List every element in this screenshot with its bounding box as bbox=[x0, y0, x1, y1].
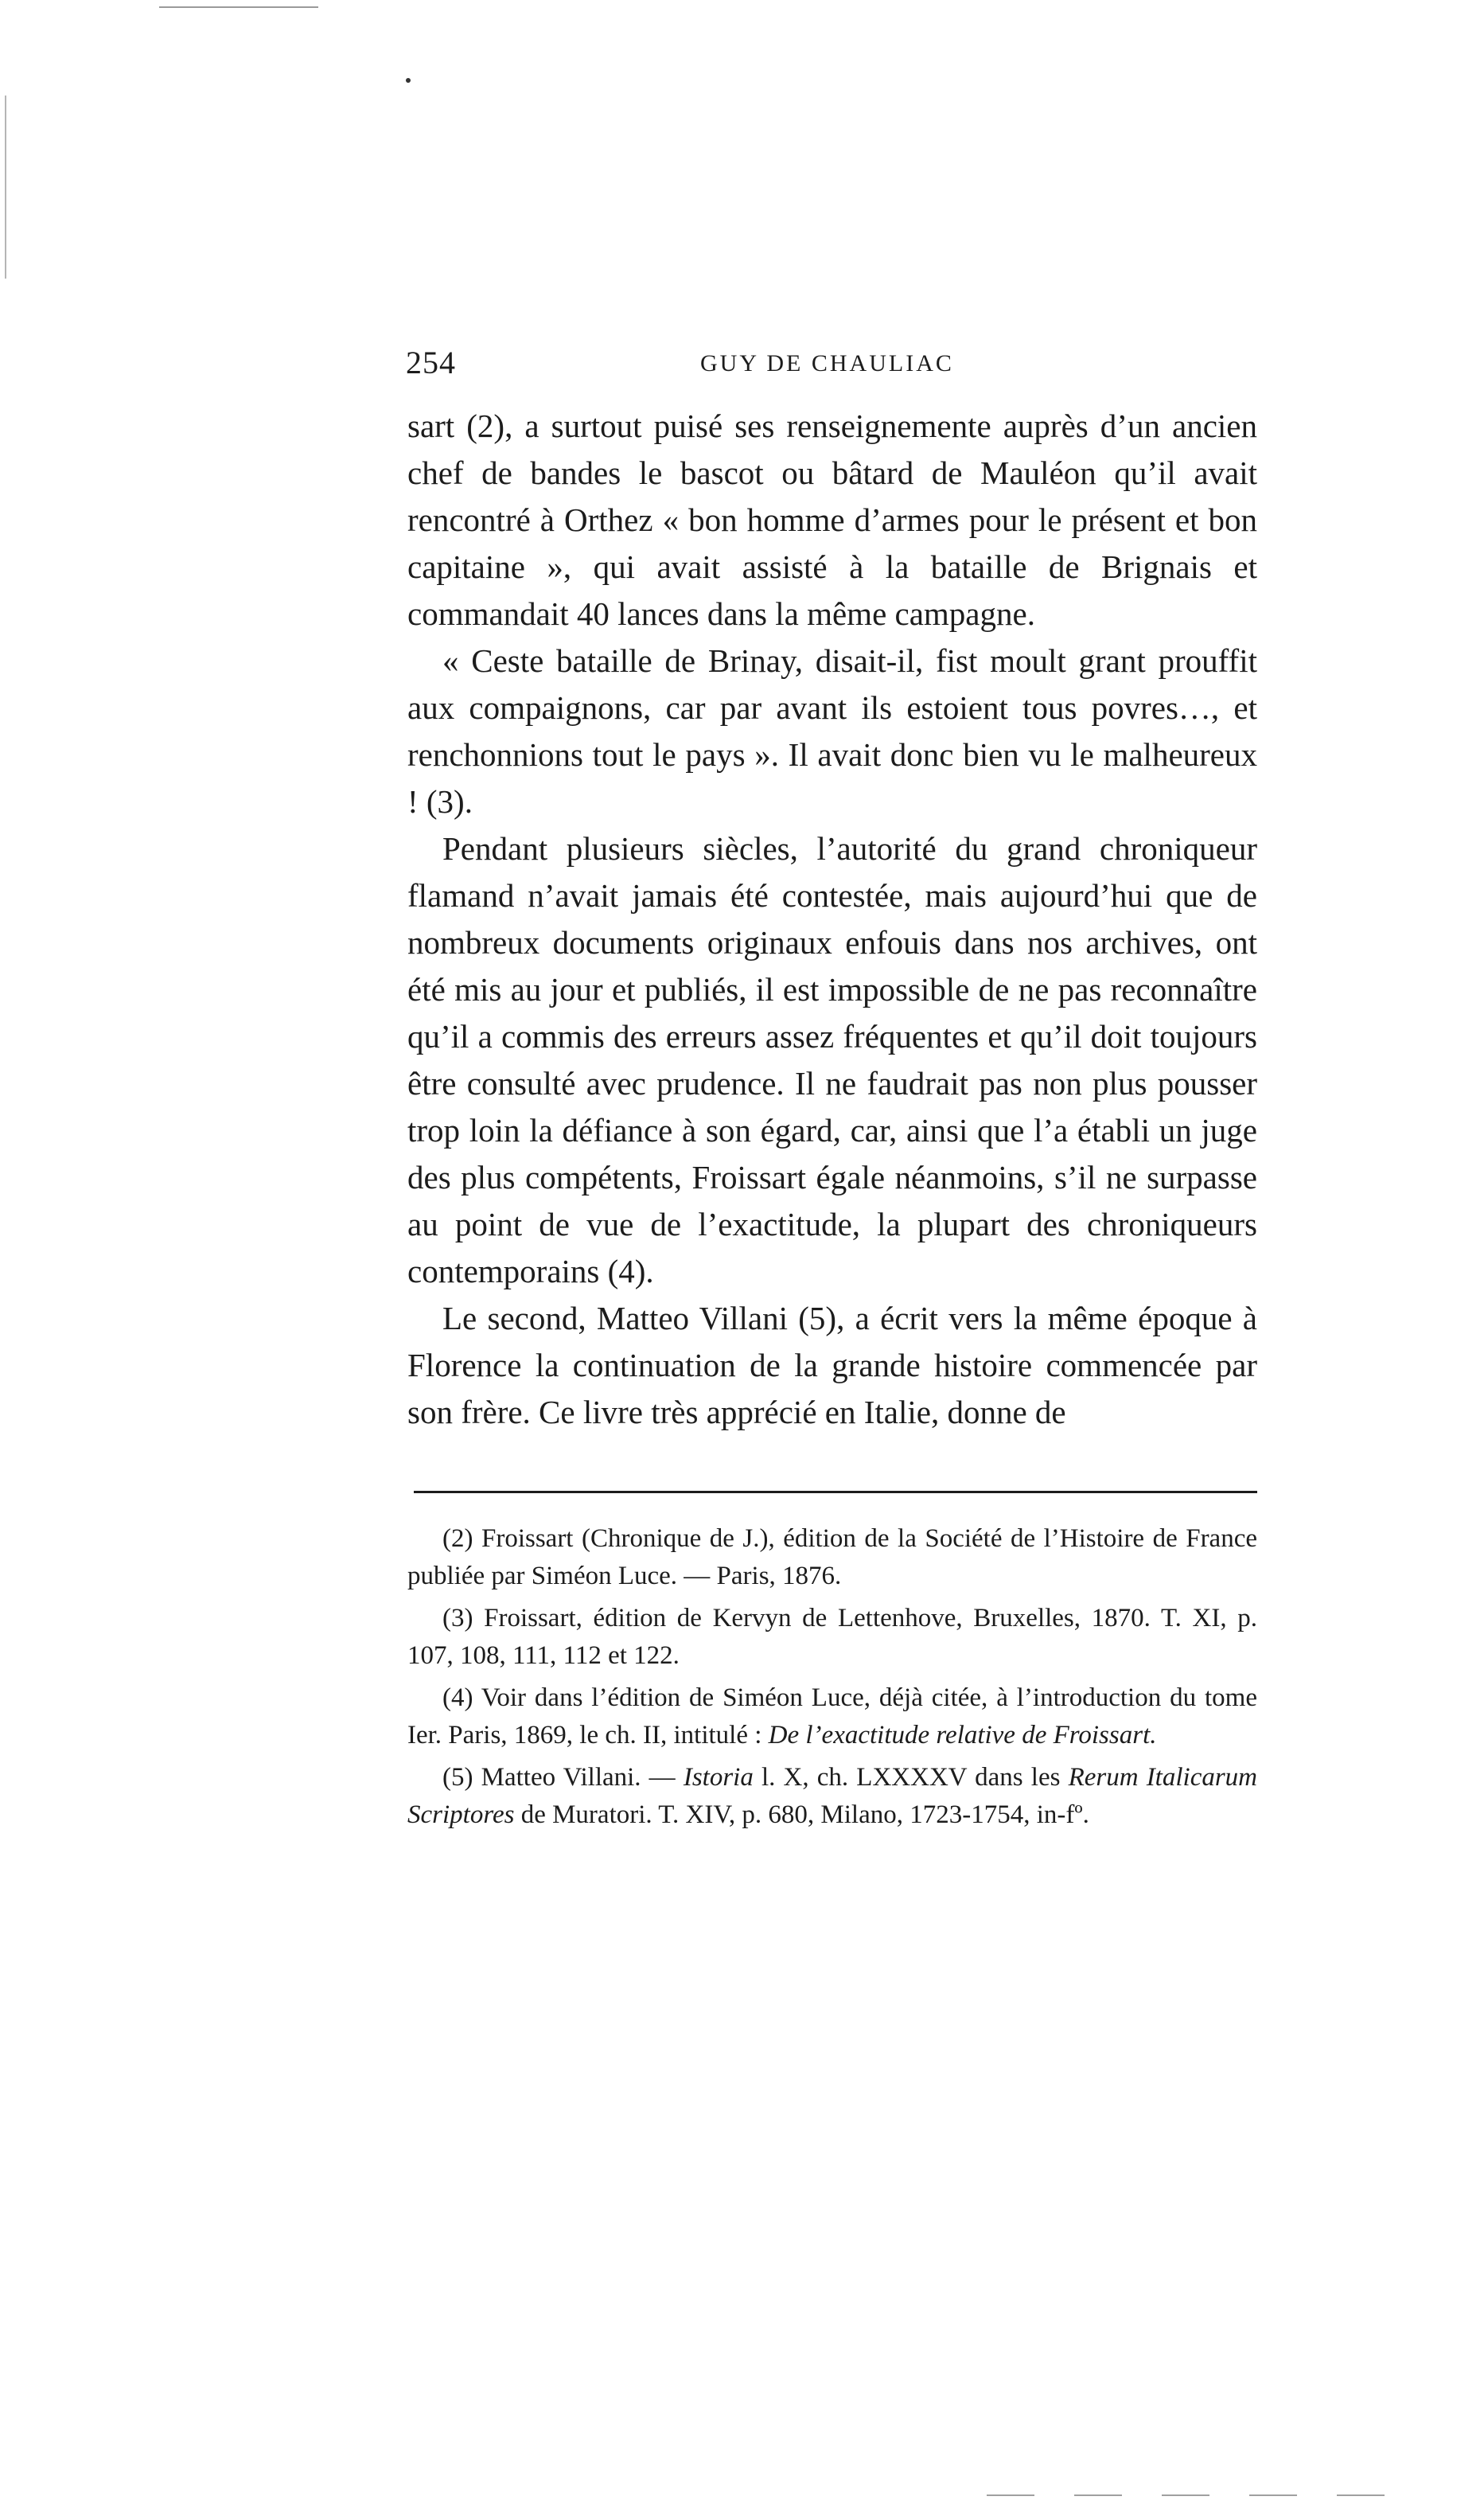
footnotes bbox=[407, 1520, 1257, 1839]
footnote-5-series: Rerum Italicarum Scriptores bbox=[407, 1763, 1258, 1829]
footnote-5-work: Istoria bbox=[683, 1763, 754, 1792]
paragraph-1: sart (2), a surtout puisé ses renseignemente auprès d’un ancien chef de bandes le bascot ou bâtard de Mauléon qu’il avait rencontré à Orthez « bon homme d’armes pour le présent et bon capitaine », qui avait assisté à la bataille de Brignais et commandait 40 lances dans la même campagne. bbox=[407, 408, 1257, 632]
footnote-5-text-b: l. X, ch. LXXXXV dans les bbox=[753, 1763, 1069, 1792]
scan-artifact-line bbox=[159, 6, 318, 8]
body-text bbox=[407, 403, 1257, 1436]
footnote-4 bbox=[407, 1679, 1257, 1754]
scan-artifact-bottom bbox=[987, 2494, 1400, 2496]
footnote-4-title: De l’exactitude relative de Froissart. bbox=[768, 1721, 1157, 1749]
page-number: 254 bbox=[406, 345, 456, 380]
footnote-5-text-c: de Muratori. T. XIV, p. 680, Milano, 1723-1754, in-fº. bbox=[514, 1800, 1089, 1829]
running-header bbox=[406, 344, 1257, 392]
paragraph-2: « Ceste bataille de Brinay, disait-il, fist moult grant prouffit aux compaignons, car par avant ils estoient tous povres…, et renchonnions tout le pays ». Il avait donc bien vu le malheureux ! (3). bbox=[407, 642, 1257, 820]
running-title: GUY DE CHAULIAC bbox=[700, 350, 954, 376]
footnote-divider bbox=[414, 1491, 1257, 1493]
footnote-4-text: (4) Voir dans l’édition de Siméon Luce, déjà citée, à l’introduction du tome Ier. Paris, 1869, le ch. II, intitulé : bbox=[407, 1683, 1257, 1749]
paragraph-3: Pendant plusieurs siècles, l’autorité du grand chroniqueur flamand n’avait jamais été contestée, mais aujourd’hui que de nombreux documents originaux enfouis dans nos archives, ont été mis au jour et publiés, il est impossible de ne pas reconnaître qu’il a commis des erreurs assez fréquentes et qu’il doit toujours être consulté avec prudence. Il ne faudrait pas non plus pousser trop loin la défiance à son égard, car, ainsi que l’a établi un juge des plus compétents, Froissart égale néanmoins, s’il ne surpasse au point de vue de l’exactitude, la plupart des chroniqueurs contemporains (4). bbox=[407, 830, 1257, 1289]
paragraph-4: Le second, Matteo Villani (5), a écrit vers la même époque à Florence la continuation de la grande histoire commencée par son frère. Ce livre très apprécié en Italie, donne de bbox=[407, 1300, 1257, 1430]
footnote-2: (2) Froissart (Chronique de J.), édition de la Société de l’Histoire de France publiée par Siméon Luce. — Paris, 1876. bbox=[407, 1524, 1257, 1590]
scan-artifact-dot bbox=[406, 78, 411, 83]
scan-artifact-edge bbox=[5, 96, 6, 279]
footnote-5 bbox=[407, 1759, 1257, 1834]
footnote-3: (3) Froissart, édition de Kervyn de Lettenhove, Bruxelles, 1870. T. XI, p. 107, 108, 111, 112 et 122. bbox=[407, 1604, 1257, 1670]
footnote-5-text-a: (5) Matteo Villani. — bbox=[442, 1763, 684, 1792]
